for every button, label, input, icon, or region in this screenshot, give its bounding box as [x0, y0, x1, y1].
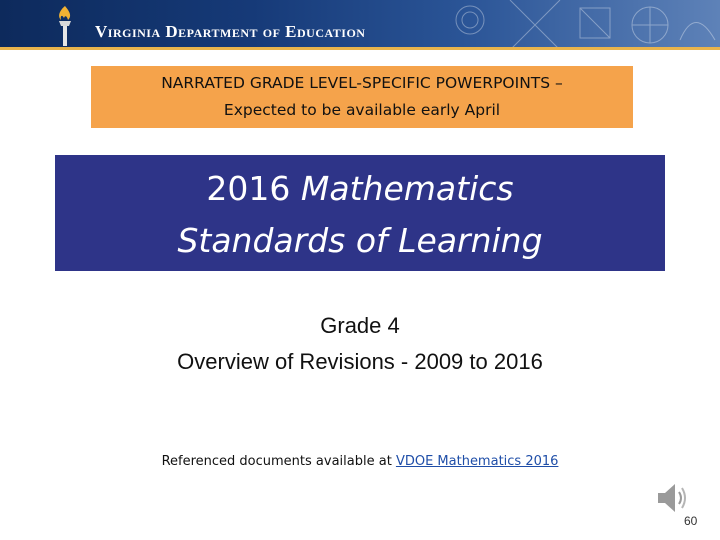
subtitle-grade: Grade 4	[320, 313, 400, 338]
title-year: 2016	[206, 169, 291, 208]
notice-line-1: NARRATED GRADE LEVEL-SPECIFIC POWERPOINTS –	[161, 74, 563, 92]
subtitle-overview: Overview of Revisions - 2009 to 2016	[177, 349, 543, 374]
torch-icon	[52, 4, 78, 48]
header-banner	[0, 0, 720, 50]
header-divider	[0, 47, 720, 50]
decorative-pattern	[430, 0, 720, 50]
notice-box	[91, 66, 633, 128]
page-number: 60	[684, 514, 698, 528]
page-header-title: Virginia Department of Education	[95, 22, 366, 41]
notice-line-2: Expected to be available early April	[223, 101, 501, 119]
slide-title-line-2: Standards of Learning	[177, 221, 543, 260]
vdoe-mathematics-link[interactable]: VDOE Mathematics 2016	[395, 454, 559, 469]
reference-line	[0, 454, 720, 469]
title-subject: Mathematics	[300, 169, 514, 208]
slide-title-box	[55, 155, 665, 271]
slide-title-line-1	[55, 163, 665, 215]
reference-prefix: Referenced documents available at	[161, 454, 392, 469]
slide-subtitle	[0, 308, 720, 380]
audio-speaker-icon[interactable]	[656, 478, 690, 518]
